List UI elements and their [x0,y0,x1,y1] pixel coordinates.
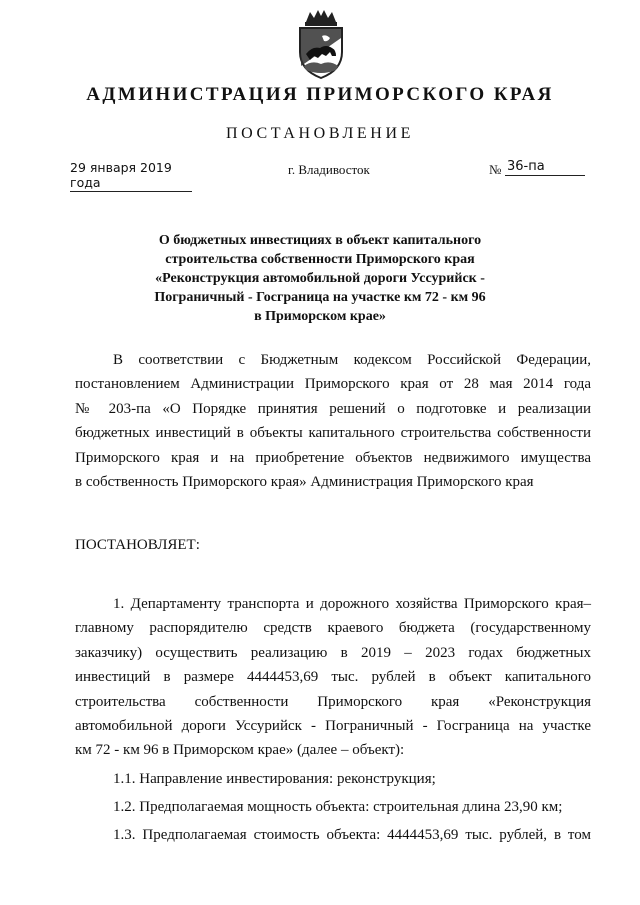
clause-line: заказчику) осуществить реализацию в 2019 – 2023 годах бюджетных [75,644,591,661]
resolve-heading: ПОСТАНОВЛЯЕТ: [75,537,200,553]
subject-line: Пограничный - Госграница на участке км 72 - км 96 [154,290,486,305]
clause-line: строительства собственности Приморского края «Реконструкция [75,693,591,710]
subject-line: строительства собственности Приморского края [165,252,475,267]
clause-line: автомобильной дороги Уссурийск - Пограничный - Госграница на участке [75,718,591,735]
clause-item [75,771,591,788]
clause-line: км 72 - км 96 в Приморском крае» (далее – объект): [75,742,405,759]
document-city: г. Владивосток [288,162,370,177]
subject-line: «Реконструкция автомобильной дороги Уссурийск - [155,271,485,286]
clause-item [75,799,591,816]
preamble-paragraph [75,348,591,494]
subject-line: О бюджетных инвестициях в объект капитального [158,233,482,248]
document-subject [130,231,510,326]
preamble-line: в собственность Приморского края» Администрация Приморского края [75,474,534,491]
preamble-line: № 203-па «О Порядке принятия решений о подготовке и реализации [75,400,591,417]
document-type: ПОСТАНОВЛЕНИЕ [226,125,414,142]
clause-item [75,827,591,844]
clause-line: инвестиций в размере 4444453,69 тыс. рублей в объект капитального [75,669,591,686]
clause-line: 1. Департаменту транспорта и дорожного хозяйства Приморского края– [113,596,591,612]
clause-item-text: 1.3. Предполагаемая стоимость объекта: 4444453,69 тыс. рублей, в том [113,827,591,843]
subject-line: в Приморском крае» [254,309,386,324]
clause-item-text: 1.2. Предполагаемая мощность объекта: строительная длина 23,90 км; [113,799,563,815]
preamble-line: бюджетных инвестиций в объекты капитального строительства собственности [75,425,591,442]
clause-1-paragraph [75,592,591,763]
primorsky-coat-of-arms-icon [292,8,350,80]
clause-line: главному распорядителю средств краевого бюджета (государственному [75,620,591,637]
preamble-line: постановлением Администрации Приморского края от 28 мая 2014 года [75,376,591,393]
preamble-line: Приморского края и на приобретение объектов недвижимого имущества [75,449,591,466]
document-number: 36-па [505,159,585,176]
document-date: 29 января 2019 года [70,160,192,192]
organization-title: АДМИНИСТРАЦИЯ ПРИМОРСКОГО КРАЯ [86,84,554,105]
preamble-line: В соответствии с Бюджетным кодексом Российской Федерации, [113,352,591,368]
document-number-label: № [489,162,502,177]
clause-item-text: 1.1. Направление инвестирования: реконструкция; [113,771,436,787]
